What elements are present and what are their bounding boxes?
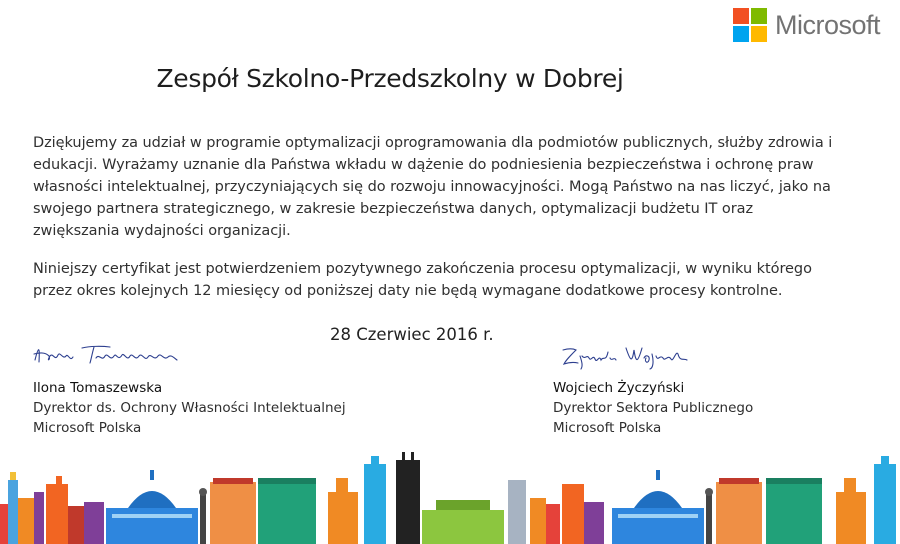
signer-role: Dyrektor ds. Ochrony Własności Intelektualnej — [33, 400, 346, 416]
microsoft-windows-icon — [733, 8, 767, 42]
signature-wojciech-zyczynski — [560, 340, 690, 370]
signer-name: Wojciech Życzyński — [553, 380, 685, 396]
microsoft-logo — [733, 8, 893, 42]
signer-role: Dyrektor Sektora Publicznego — [553, 400, 754, 416]
signature-ilona-tomaszewska — [30, 338, 180, 370]
signer-left — [33, 378, 346, 438]
logo-text: Microsoft — [775, 10, 881, 40]
signer-company: Microsoft Polska — [33, 420, 142, 436]
certificate-date: 28 Czerwiec 2016 r. — [330, 325, 494, 344]
city-skyline-illustration — [0, 452, 900, 544]
signer-company: Microsoft Polska — [553, 420, 662, 436]
skyline-left-half — [0, 452, 526, 544]
paragraph-thanks: Dziękujemy za udział w programie optymalizacji oprogramowania dla podmiotów publicznych, służby zdrowia i edukacji. Wyrażamy uznanie dla Państwa wkładu w dążenie do podniesienia bezpieczeństwa i ochronę praw własności intelektualnej, przyczyniających się do rozwoju innowacyjności. Mogą Państwo na nas liczyć, jako na swojego partnera strategicznego, w zakresie bezpieczeństwa danych, optymalizacji budżetu IT oraz zwiększania wydajności organizacji. — [33, 135, 833, 239]
paragraph-certificate: Niniejszy certyfikat jest potwierdzeniem pozytywnego zakończenia procesu optymalizacji, w wyniku którego przez okres kolejnych 12 miesięcy od poniższej daty nie będą wymagane dodatkowe procesy kontrolne. — [33, 261, 812, 299]
certificate-title: Zespół Szkolno-Przedszkolny w Dobrej — [156, 64, 624, 93]
signer-right — [553, 378, 753, 438]
signer-name: Ilona Tomaszewska — [33, 380, 163, 396]
skyline-right-half — [530, 456, 896, 544]
